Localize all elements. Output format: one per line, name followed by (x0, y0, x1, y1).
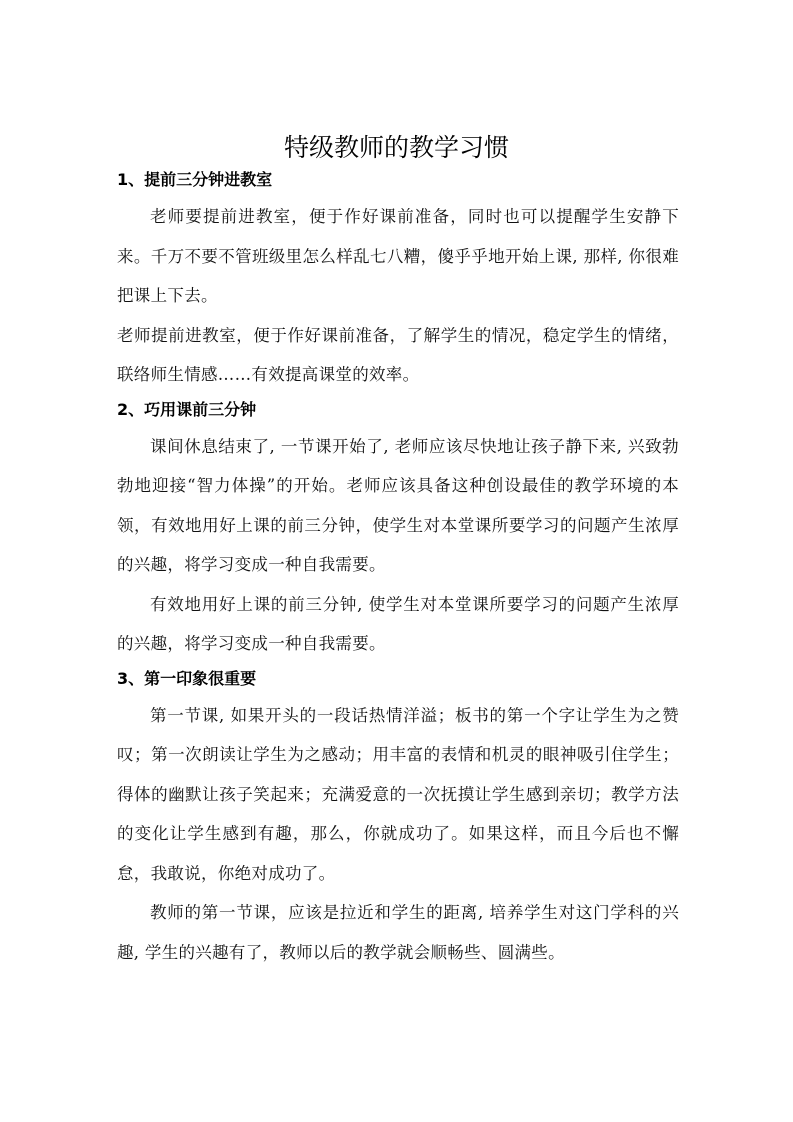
section-2 (117, 395, 679, 664)
section-heading: 1、提前三分钟进教室 (117, 170, 273, 189)
section-heading: 3、第一印象很重要 (117, 668, 257, 688)
paragraph: 老师要提前进教室，便于作好课前准备，同时也可以提醒学生安静下来。千万不要不管班级里怎么样乱七八糟，傻乎乎地开始上课, 那样, 你很难把课上下去。 (117, 207, 679, 305)
section-heading: 2、巧用课前三分钟 (117, 399, 257, 419)
paragraph: 课间休息结束了, 一节课开始了, 老师应该尽快地让孩子静下来, 兴致勃勃地迎接“智力体操”的开始。老师应该具备这种创设最佳的教学环境的本领，有效地用好上课的前三分钟，使学生对本堂课所要学习的问题产生浓厚的兴趣，将学习变成一种自我需要。 (117, 436, 679, 574)
section-1 (117, 165, 679, 395)
paragraph: 老师提前进教室，便于作好课前准备，了解学生的情况，稳定学生的情绪，联络师生情感……有效提高课堂的效率。 (117, 325, 679, 384)
document-title: 特级教师的教学习惯 (283, 132, 509, 162)
section-3 (117, 664, 679, 973)
document-body (117, 165, 679, 972)
paragraph: 第一节课, 如果开头的一段话热情洋溢；板书的第一个字让学生为之赞叹；第一次朗读让学生为之感动；用丰富的表情和机灵的眼神吸引住学生；得体的幽默让孩子笑起来；充满爱意的一次抚摸让学生感到亲切；教学方法的变化让学生感到有趣，那么，你就成功了。如果这样，而且今后也不懈怠，我敢说，你绝对成功了。 (117, 705, 679, 883)
paragraph: 有效地用好上课的前三分钟, 使学生对本堂课所要学习的问题产生浓厚的兴趣，将学习变成一种自我需要。 (117, 594, 679, 653)
paragraph: 教师的第一节课，应该是拉近和学生的距离, 培养学生对这门学科的兴趣, 学生的兴趣有了，教师以后的教学就会顺畅些、圆满些。 (117, 903, 679, 962)
